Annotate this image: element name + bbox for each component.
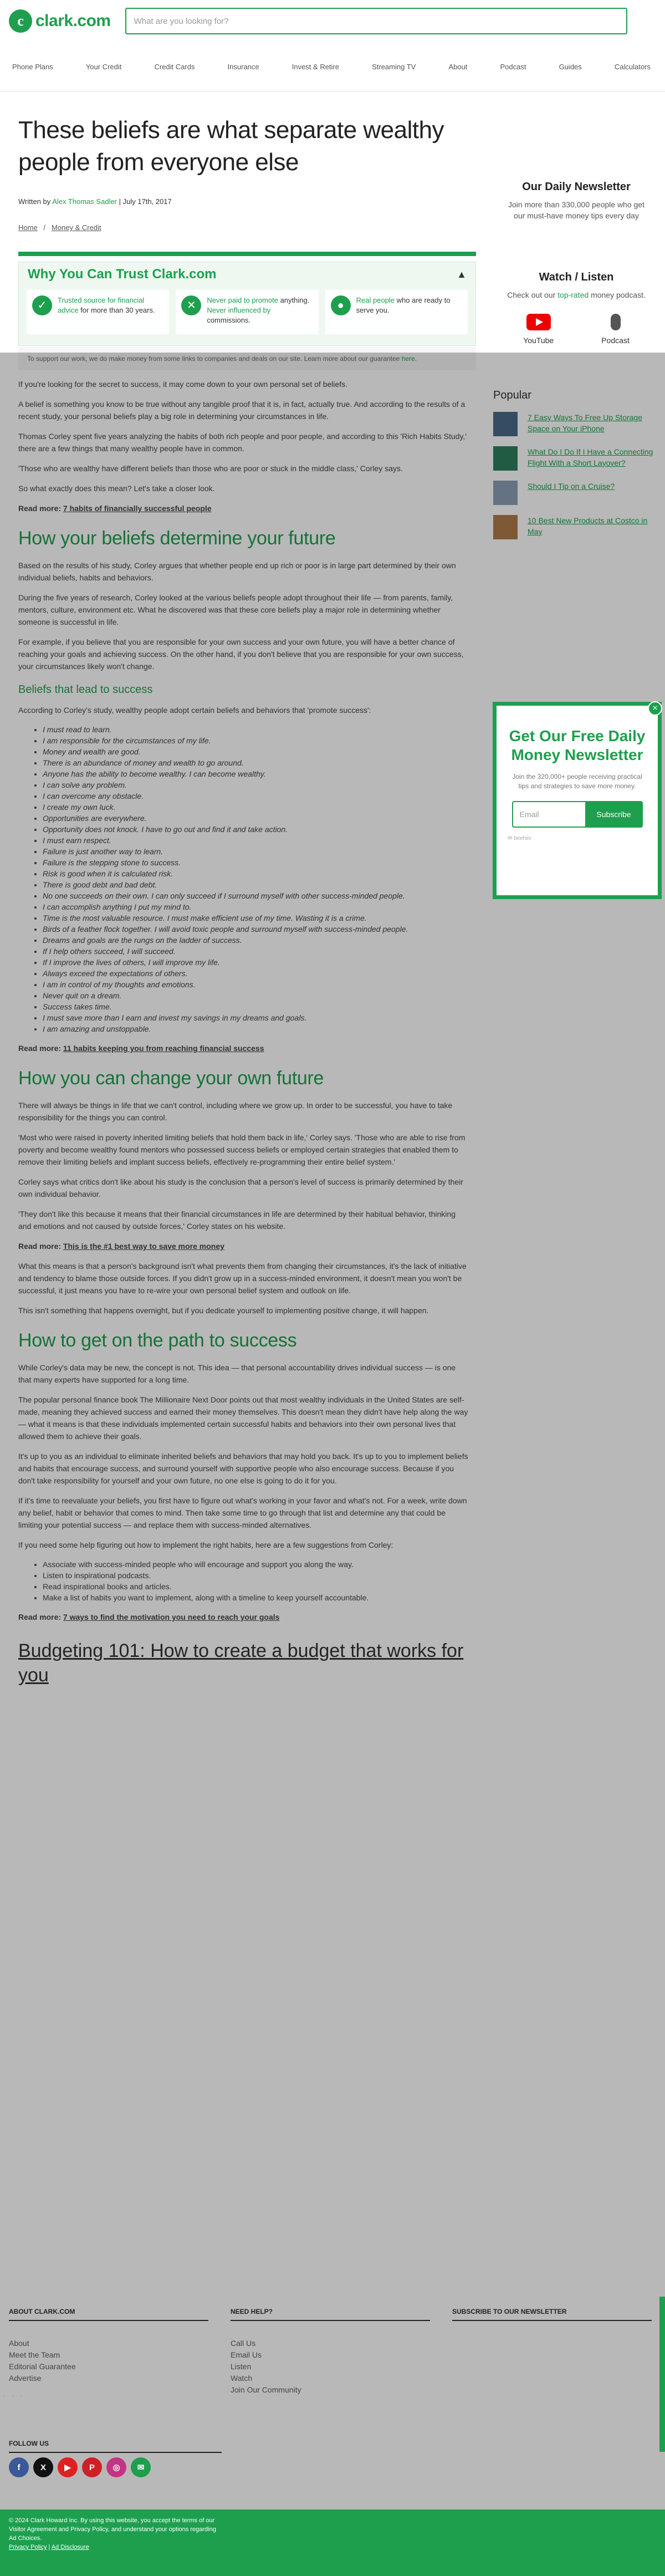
belief-item: • I can solve any problem.: [43, 779, 469, 790]
nav-item[interactable]: Insurance: [227, 63, 259, 71]
footer-legal: © 2024 Clark Howard Inc. By using this website, you accept the terms of our Visitor Agreement and Privacy Policy, and understand your options regarding Ad Choices. Privacy Policy | Ad Disclosure: [0, 2509, 665, 2576]
popular-link[interactable]: Should I Tip on a Cruise?: [528, 482, 615, 491]
popular-link[interactable]: 7 Easy Ways To Free Up Storage Space on Your iPhone: [528, 413, 642, 433]
footer-help: [231, 2308, 452, 2396]
read-more-link[interactable]: 7 habits of financially successful people: [63, 504, 212, 513]
paragraph: Thomas Corley spent five years analyzing the habits of both rich people and poor people, and according to this 'Rich Habits Study,' there are a few things that many wealthy people have in common.: [18, 432, 467, 453]
belief-item: • Failure is the stepping stone to success.: [43, 857, 469, 868]
email-field[interactable]: Email: [512, 801, 585, 828]
podcast-link[interactable]: [601, 314, 630, 345]
broken-image-icon: ▫: [3, 2394, 6, 2400]
trust-highlight: Trusted source for financial advice: [58, 296, 145, 314]
section-heading: How to get on the path to success: [18, 1330, 297, 1351]
watch-text: [502, 289, 651, 300]
paragraph: The popular personal finance book The Millionaire Next Door points out that most wealthy individuals in the United States are self-made, meaning they achieved success and earned their money themselves. This doesn't mean they didn't have help along the way — what it means is that these individuals implemented certain successful habits and behaviors into their own personal lives that allowed them to achieve their goals.: [18, 1395, 468, 1441]
article-title: These beliefs are what separate wealthy people from everyone else: [18, 116, 444, 176]
copyright-line: © 2024 Clark Howard Inc. By using this website, you accept the terms of our: [9, 2517, 215, 2524]
belief-item: • I am responsible for the circumstances of my life.: [43, 735, 469, 746]
person-icon: ●: [331, 295, 351, 315]
nav-item[interactable]: Invest & Retire: [291, 63, 339, 71]
tip-item: • Associate with success-minded people who will encourage and support you along the way.: [43, 1559, 469, 1570]
belief-item: • Success takes time.: [43, 1001, 469, 1012]
tip-item: • Listen to inspirational podcasts.: [43, 1570, 469, 1581]
newsletter-popup: [493, 702, 662, 899]
read-more-link[interactable]: 11 habits keeping you from reaching financial success: [63, 1044, 264, 1053]
belief-item: • Money and wealth are good.: [43, 746, 469, 757]
paragraph: It's up to you as an individual to eliminate inherited beliefs and behaviors that may hold you back. It's up to you to implement beliefs and habits that encourage success, and surround yourself with supportive people who also encourage success. Because if you don't take responsibility for yourself and your own future, no one else is going to do it for you.: [18, 1452, 468, 1485]
trust-heading-text: Why You Can Trust Clark.com: [28, 267, 217, 282]
trust-highlight: Never influenced by: [207, 306, 271, 314]
paragraph: A belief is something you know to be true without any tangible proof that it is, in fact, actually true. And according to the results of a recent study, your personal beliefs play a big role in determining your circumstances in life.: [18, 400, 466, 421]
nav-item[interactable]: Calculators: [614, 63, 651, 71]
footer-about-head: ABOUT CLARK.COM: [9, 2308, 208, 2321]
belief-item: • Opportunities are everywhere.: [43, 813, 469, 824]
belief-item: • I must read to learn.: [43, 724, 469, 735]
belief-item: • Failure is just another way to learn.: [43, 846, 469, 857]
tip-item: • Make a list of habits you want to implement, along with a timeline to keep yourself accountable.: [43, 1592, 469, 1603]
nav-item[interactable]: Phone Plans: [12, 63, 53, 71]
footer-link[interactable]: Advertise: [9, 2374, 42, 2383]
paragraph: There will always be things in life that we can't control, including where we grow up. In order to be successful, you have to take responsibility for the things you can control.: [18, 1101, 453, 1122]
trust-text: for more than 30 years.: [78, 306, 155, 314]
paragraph: While Corley's data may be new, the concept is not. This idea — that personal accountability drives individual success — is one that many experts have supported for a long time.: [18, 1363, 456, 1384]
shield-check-icon: ✓: [32, 295, 52, 315]
footer-link[interactable]: Join Our Community: [231, 2385, 301, 2394]
email-icon[interactable]: ✉: [131, 2457, 151, 2477]
nav-item[interactable]: Your Credit: [85, 63, 122, 71]
popup-text: Join the 320,000+ people receiving practical tips and strategies to save more money.: [512, 773, 642, 790]
podcast-label: Podcast: [601, 336, 630, 345]
paragraph: Based on the results of his study, Corley argues that whether people end up rich or poor is in large part determined by their own individual beliefs, habits and behaviors.: [18, 561, 456, 582]
footer-link[interactable]: Call Us: [231, 2339, 256, 2348]
watch-listen: [488, 271, 665, 345]
watch-text-post: money podcast.: [589, 290, 646, 299]
copyright-line: Ad Choices.: [9, 2535, 42, 2542]
trust-text: anything.: [278, 296, 310, 304]
pinterest-icon[interactable]: P: [82, 2457, 102, 2477]
top-rated-link[interactable]: top-rated: [557, 290, 589, 299]
paragraph: During the five years of research, Corley looked at the various beliefs people adopt throughout their life — from parents, family, mentors, culture, environment etc. What he discovered was that these core beliefs play a major role in determining whether someone is successful in life.: [18, 593, 453, 626]
publish-date: | July 17th, 2017: [117, 197, 172, 206]
paragraph: 'Most who were raised in poverty inherited limiting beliefs that hold them back in life,' Corley says. 'Those who are able to rise from poverty and become wealthy found mentors who possessed success beliefs or employed certain strategies that enabled them to remove their limiting beliefs and implant success beliefs, effectively re-programming their entire belief system.': [18, 1133, 466, 1166]
trust-highlight: Real people: [356, 296, 395, 304]
popular-title: Popular: [493, 389, 531, 401]
breadcrumb-separator: /: [39, 223, 50, 232]
belief-item: • Time is the most valuable resource. I must make efficient use of my time. Wasting it is a crime.: [43, 912, 469, 924]
trust-box: [18, 262, 476, 346]
guarantee-link[interactable]: here.: [401, 355, 417, 363]
belief-item: • Opportunity does not knock. I have to go out and find it and take action.: [43, 824, 469, 835]
belief-item: • I can overcome any obstacle.: [43, 790, 469, 802]
privacy-policy-link[interactable]: Privacy Policy: [9, 2544, 47, 2551]
paragraph: What this means is that a person's background isn't what prevents them from changing their circumstances, it's the lack of initiative and tendency to blame those outside forces. If you didn't grow up in a success-minded environment, it doesn't mean you won't be successful, it just means you have to re-wire your own personal belief system and outlook on life.: [18, 1262, 467, 1295]
tip-item: • Read inspirational books and articles.: [43, 1581, 469, 1592]
read-more-link[interactable]: 7 ways to find the motivation you need to reach your goals: [63, 1613, 280, 1621]
read-more-label: Read more:: [18, 1613, 63, 1621]
byline-prefix: Written by: [18, 197, 53, 206]
copyright-line: Visitor Agreement and Privacy Policy, and understand your options regarding: [9, 2526, 216, 2533]
paragraph: If it's time to reevaluate your beliefs, you first have to figure out what's working in your favor and what's not. For a week, write down any belief, habit or behavior that comes to mind. Then take some time to go through that list and determine any that could be limiting your potential success — and replace them with success-minded alternatives.: [18, 1496, 467, 1529]
footer-link[interactable]: Editorial Guarantee: [9, 2362, 76, 2371]
watch-text-pre: Check out our: [507, 290, 558, 299]
site-header: [0, 0, 665, 42]
social-links: [9, 2457, 151, 2477]
trust-text: commissions.: [207, 316, 251, 324]
read-more-label: Read more:: [18, 1242, 63, 1251]
site-footer: [0, 2297, 665, 2576]
breadcrumb-home[interactable]: Home: [18, 223, 38, 232]
section-heading: How you can change your own future: [18, 1068, 324, 1089]
nav-item[interactable]: About: [448, 63, 468, 71]
newsletter-title: Our Daily Newsletter: [522, 181, 631, 193]
belief-item: • I am amazing and unstoppable.: [43, 1023, 469, 1034]
youtube-link[interactable]: [523, 314, 554, 345]
follow-us-label: FOLLOW US: [9, 2440, 49, 2447]
broken-image-icon: ▫: [21, 2394, 23, 2400]
paragraph: So what exactly does this mean? Let's take a closer look.: [18, 484, 215, 493]
facebook-icon[interactable]: f: [9, 2457, 29, 2477]
belief-item: • Anyone has the ability to become wealthy. I can become wealthy.: [43, 768, 469, 779]
subscribe-button[interactable]: Subscribe: [585, 801, 643, 828]
main-nav: [0, 42, 665, 92]
breadcrumb-category[interactable]: Money & Credit: [52, 223, 101, 232]
popular-link[interactable]: What Do I Do If I Have a Connecting Flight With a Short Layover?: [528, 447, 653, 467]
trust-text: who are ready to serve you.: [356, 296, 451, 314]
next-article-link[interactable]: Budgeting 101: How to create a budget that works for you: [18, 1640, 464, 1686]
trust-highlight: Never paid to promote: [207, 296, 278, 304]
belief-item: • No one succeeds on their own. I can only succeed if I surround myself with other success-minded people.: [43, 890, 469, 901]
paragraph: If you need some help figuring out how to implement the right habits, here are a few suggestions from Corley:: [18, 1541, 393, 1549]
paragraph: If you're looking for the secret to success, it may come down to your own personal set of beliefs.: [18, 380, 348, 389]
belief-item: • There is good debt and bad debt.: [43, 879, 469, 890]
paragraph: For example, if you believe that you are responsible for your own success and your own future, you will have a better chance of reaching your goals and achieving success. On the other hand, if you don't believe that you are responsible for your own success, your circumstances likely won't change.: [18, 637, 464, 671]
byline: [18, 197, 469, 206]
read-more-link[interactable]: This is the #1 best way to save more money: [63, 1242, 224, 1251]
belief-item: • Birds of a feather flock together. I will avoid toxic people and surround myself with success-minded people.: [43, 924, 469, 935]
nav-item[interactable]: Streaming TV: [372, 63, 416, 71]
trust-item: [176, 290, 318, 334]
belief-item: • If I help others succeed, I will succeed.: [43, 946, 469, 957]
broken-image-icon: ▫: [12, 2394, 14, 2400]
youtube-icon[interactable]: ▶: [58, 2457, 78, 2477]
belief-item: • Never quit on a dream.: [43, 990, 469, 1001]
belief-item: • If I improve the lives of others, I will improve my life.: [43, 957, 469, 968]
logo-mark-icon: c: [9, 9, 32, 33]
popular-link[interactable]: 10 Best New Products at Costco in May: [528, 516, 648, 536]
collapse-triangle-icon[interactable]: ▲: [457, 268, 467, 280]
belief-item: • I am in control of my thoughts and emotions.: [43, 979, 469, 990]
nav-item[interactable]: Guides: [559, 63, 582, 71]
modal-overlay[interactable]: [0, 353, 665, 2576]
microphone-icon: [611, 314, 621, 330]
footer-link[interactable]: Listen: [231, 2362, 252, 2371]
belief-item: • I must save more than I earn and invest my savings in my dreams and goals.: [43, 1012, 469, 1023]
read-more-label: Read more:: [18, 504, 63, 513]
site-logo[interactable]: [9, 9, 111, 33]
instagram-icon[interactable]: ◎: [106, 2457, 126, 2477]
follow-us-head: [9, 2440, 222, 2453]
footer-link[interactable]: About: [9, 2339, 29, 2348]
trust-item: [325, 290, 468, 334]
nav-item[interactable]: Credit Cards: [154, 63, 195, 71]
read-more-label: Read more:: [18, 1044, 63, 1053]
no-pay-icon: ✕: [181, 295, 201, 315]
popup-title: Get Our Free Daily Money Newsletter: [509, 727, 646, 763]
breadcrumb: [18, 223, 469, 232]
belief-item: • I create my own luck.: [43, 802, 469, 813]
belief-item: • Risk is good when it is calculated risk.: [43, 868, 469, 879]
ad-disclosure-link[interactable]: Ad Disclosure: [51, 2544, 89, 2551]
paragraph: 'Those who are wealthy have different beliefs than those who are poor or stuck in the middle class,' Corley says.: [18, 464, 403, 473]
newsletter-text: Join more than 330,000 people who get our must-have money tips every day: [508, 200, 644, 220]
close-icon[interactable]: ×: [648, 701, 662, 716]
logo-text: clark.com: [35, 12, 111, 30]
footer-link[interactable]: Meet the Team: [9, 2350, 60, 2359]
footer-about: [9, 2308, 231, 2396]
subsection-heading: Beliefs that lead to success: [18, 683, 153, 696]
nav-item[interactable]: Podcast: [500, 63, 526, 71]
search-input[interactable]: [125, 8, 627, 34]
youtube-label: YouTube: [523, 336, 554, 345]
footer-newsletter: [452, 2308, 665, 2396]
youtube-icon: [526, 314, 551, 330]
footer-newsletter-head: SUBSCRIBE TO OUR NEWSLETTER: [452, 2308, 652, 2321]
section-heading: How your beliefs determine your future: [18, 528, 336, 549]
author-link[interactable]: Alex Thomas Sadler: [52, 197, 117, 206]
paragraph: This isn't something that happens overnight, but if you dedicate yourself to implementing positive change, it will happen.: [18, 1306, 429, 1315]
belief-item: • There is an abundance of money and wealth to go around.: [43, 757, 469, 768]
belief-item: • I can accomplish anything I put my mind to.: [43, 901, 469, 912]
belief-item: • I must earn respect.: [43, 835, 469, 846]
green-divider: [18, 252, 476, 256]
footer-link[interactable]: Email Us: [231, 2350, 262, 2359]
beehiiv-brand: ✉ beehiiv: [508, 835, 531, 841]
trust-heading[interactable]: [19, 262, 475, 287]
beliefs-intro: According to Corley's study, wealthy people adopt certain beliefs and behaviors that 'promote success':: [18, 706, 371, 715]
belief-item: • Always exceed the expectations of others.: [43, 968, 469, 979]
x-icon[interactable]: X: [33, 2457, 53, 2477]
paragraph: 'They don't like this because it means that their financial circumstances in life are determined by their habitual behavior, thinking and emotions and not caused by outside forces,' Corley states on his website.: [18, 1210, 456, 1231]
search-placeholder: What are you looking for?: [134, 16, 229, 26]
trust-item: [27, 290, 169, 334]
footer-help-head: NEED HELP?: [231, 2308, 430, 2321]
newsletter-promo: [488, 181, 665, 221]
support-text: To support our work, we do make money from some links to companies and deals on our site. Learn more about our guarantee: [27, 355, 402, 363]
belief-item: • Dreams and goals are the rungs on the ladder of success.: [43, 935, 469, 946]
paragraph: Corley says what critics don't like about his study is the conclusion that a person's level of success is primarily determined by their own individual behavior.: [18, 1177, 463, 1198]
footer-link[interactable]: Watch: [231, 2374, 253, 2383]
watch-title: Watch / Listen: [539, 271, 614, 283]
